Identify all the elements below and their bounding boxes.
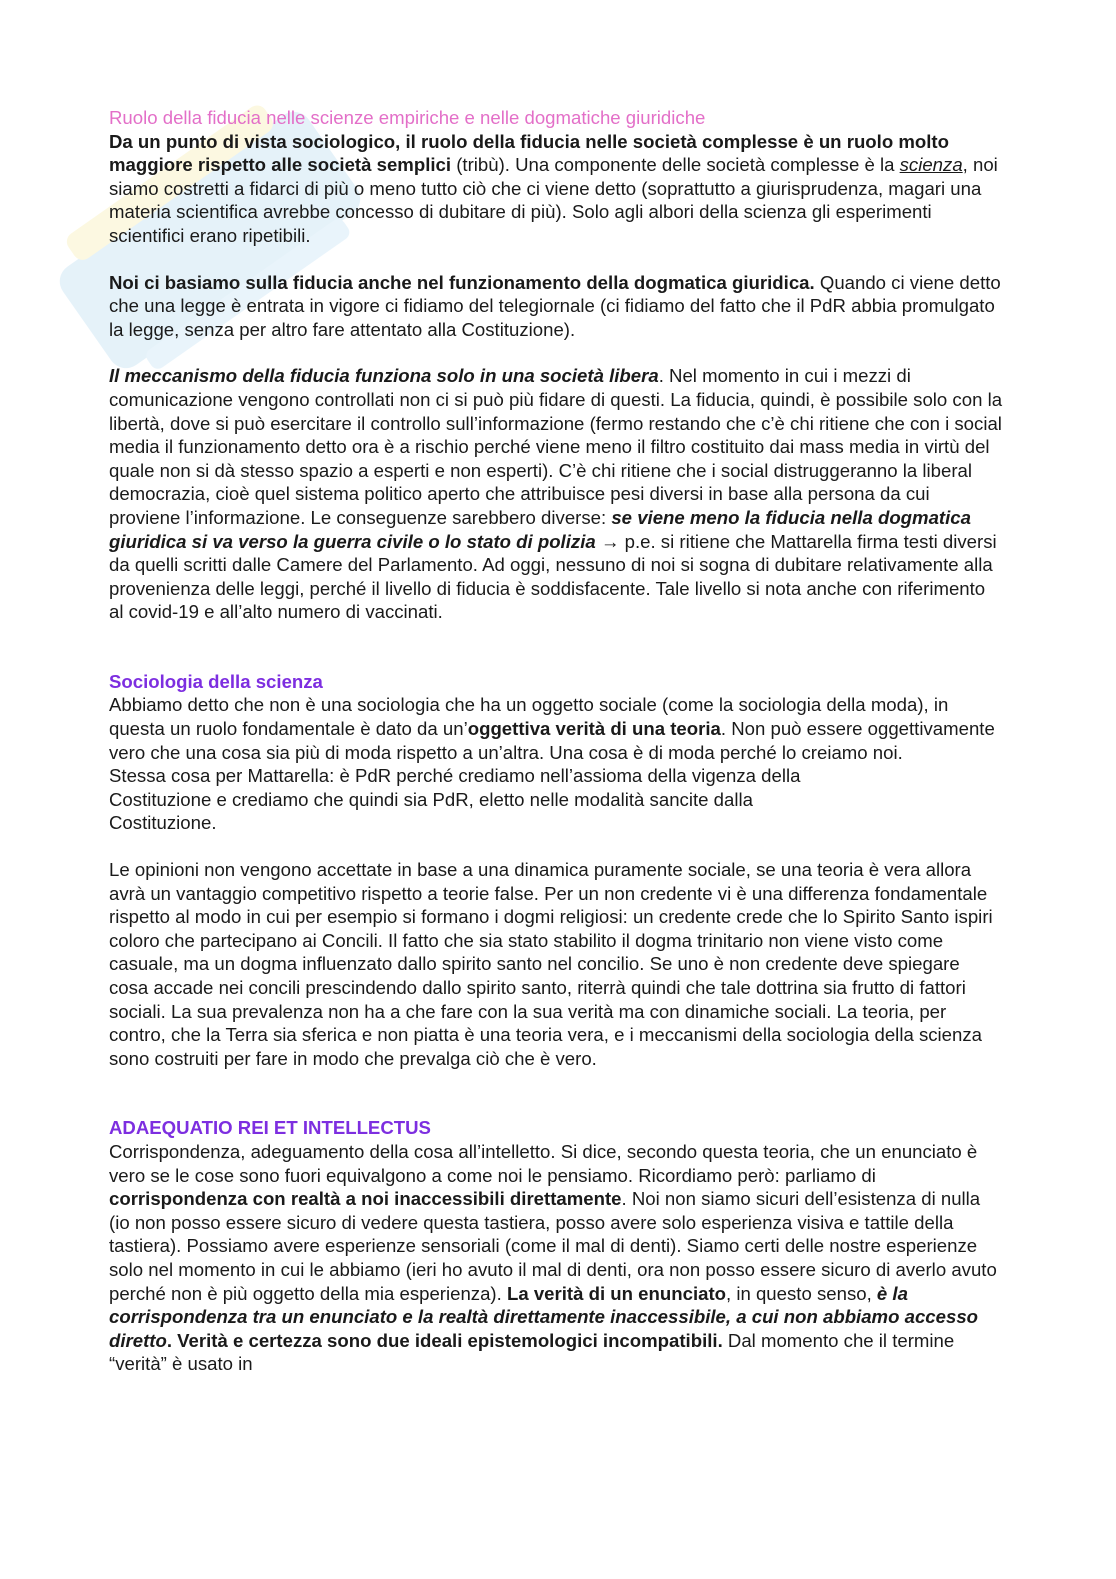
text-run: Quando ci viene detto che una legge è entrata in vigore ci fidiamo del telegiornale (ci fidiamo del fatto che il PdR abbia promulgato la legge, senza per altro fare attentato alla Costituzione). [109, 271, 1001, 340]
bold-italic-text: se viene meno la fiducia nella dogmatica giuridica si va verso la guerra civile o lo stato di polizia [109, 506, 971, 552]
underlined-text: scienza [899, 154, 963, 176]
text-run: . Noi non siamo sicuri dell’esistenza di nulla (io non posso essere sicuro di vedere questa tastiera, posso avere solo esperienza visiva e tattile della tastiera). Possiamo avere esperienze sensoriali (come il mal di denti). Siamo certi delle nostre esperienze solo nel momento in cui le abbiamo (ieri ho avuto il mal di denti, ora non posso essere sicuro di averlo avuto perché non è più oggetto della mia esperienza). [109, 1188, 997, 1304]
bold-text: oggettiva verità di una teoria [467, 718, 721, 740]
text-run: Dal momento che il termine “verità” è usato in [109, 1329, 955, 1375]
bold-text: La verità di un enunciato [506, 1282, 726, 1304]
text-run: , noi siamo costretti a fidarci di più o meno tutto ciò che ci viene detto (soprattutto a giurisprudenza, magari una materia scientifica avrebbe concesso di dubitare di più). Solo agli albori della scienza gli esperimenti scientifici erano ripetibili. [109, 154, 998, 246]
text-run: → p.e. si ritiene che Mattarella firma testi diversi da quelli scritti dalle Camere del Parlamento. Ad oggi, nessuno di noi si sogna di dubitare relativamente alla provenienza delle leggi, perché il livello di fiducia è soddisfacente. Tale livello si nota anche con riferimento al covid-19 e all’alto numero di vaccinati. [109, 530, 997, 623]
section-title-fiducia: Ruolo della fiducia nelle scienze empiriche e nelle dogmatiche giuridiche [109, 107, 706, 128]
bold-text: Noi ci basiamo sulla fiducia anche nel funzionamento della dogmatica giuridica. [109, 271, 815, 293]
section-title-sociologia: Sociologia della scienza [109, 670, 323, 692]
bold-text: corrispondenza con realtà a noi inaccessibili direttamente [109, 1188, 622, 1210]
text-run: Abbiamo detto che non è una sociologia che ha un oggetto sociale (come la sociologia della moda), in questa un ruolo fondamentale è dato da un’ [109, 694, 949, 740]
bold-italic-text: è la corrispondenza tra un enunciato e la realtà direttamente inaccessibile, a cui non abbiamo accesso diretto [109, 1282, 979, 1351]
text-run: . Non può essere oggettivamente vero che una cosa sia più di moda rispetto a un’altra. Una cosa è di moda perché lo creiamo noi. [109, 718, 995, 763]
text-run: . Nel momento in cui i mezzi di comunicazione vengono controllati non ci si può più fidare di questi. La fiducia, quindi, è possibile solo con la libertà, dove si può esercitare il controllo sull’informazione (fermo restando che c’è chi ritiene che con i social media il funzionamento detto ora è a rischio perché viene meno il filtro costituito dai mass media in virtù del quale non si dà stesso spazio a esperti e non esperti). C’è chi ritiene che i social distruggeranno la liberal democrazia, cioè quel sistema politico aperto che attribuisce pesi diversi in base alla persona da cui proviene l’informazione. Le conseguenze sarebbero diverse: [109, 365, 1003, 528]
bold-italic-text: Il meccanismo della fiducia funziona solo in una società libera [109, 365, 659, 387]
paragraph-oggetto-sociale [109, 693, 1004, 764]
paragraph-opinioni: Le opinioni non vengono accettate in base a una dinamica puramente sociale, se una teoria è vera allora avrà un vantaggio competitivo rispetto a teorie false. Per un non credente vi è una differenza fondamentale rispetto al modo in cui per esempio si formano i dogmi religiosi: un credente crede che lo Spirito Santo ispiri coloro che partecipano ai Concili. Il fatto che sia stato stabilito il dogma trinitario non viene visto come casuale, ma un dogma influenzato dallo spirito santo nel concilio. Se uno è non credente deve spiegare cosa accade nei concili prescindendo dallo spirito santo, riterrà quindi che tale dottrina sia frutto di fattori sociali. La sua prevalenza non ha a che fare con la sua verità ma con dinamiche sociali. La teoria, per contro, che la Terra sia sferica e non piatta è una teoria vera, e i meccanismi della sociologia della scienza sono costruiti per fare in modo che prevalga ciò che è vero. [109, 859, 993, 1069]
document-page [109, 106, 1004, 1376]
section-title-adaequatio: ADAEQUATIO REI ET INTELLECTUS [109, 1117, 431, 1139]
paragraph-fiducia-societa [109, 130, 1004, 248]
paragraph-societa-libera [109, 364, 1004, 624]
paragraph-corrispondenza [109, 1140, 1004, 1376]
text-run: (tribù). Una componente delle società complesse è la [451, 154, 900, 176]
text-run: Corrispondenza, adeguamento della cosa all’intelletto. Si dice, secondo questa teoria, che un enunciato è vero se le cose sono fuori equivalgono a come noi le pensiamo. Ricordiamo però: parliamo di [109, 1140, 978, 1186]
paragraph-dogmatica [109, 271, 1004, 342]
text-run: , in questo senso, [726, 1282, 877, 1304]
paragraph-mattarella: Stessa cosa per Mattarella: è PdR perché crediamo nell’assioma della vigenza della Costituzione e crediamo che quindi sia PdR, eletto nelle modalità sancite dalla Costituzione. [109, 765, 801, 834]
bold-text: Da un punto di vista sociologico, il ruolo della fiducia nelle società complesse è un ruolo molto maggiore rispetto alle società semplici [109, 130, 949, 176]
bold-text: . Verità e certezza sono due ideali epistemologici incompatibili. [166, 1329, 723, 1351]
